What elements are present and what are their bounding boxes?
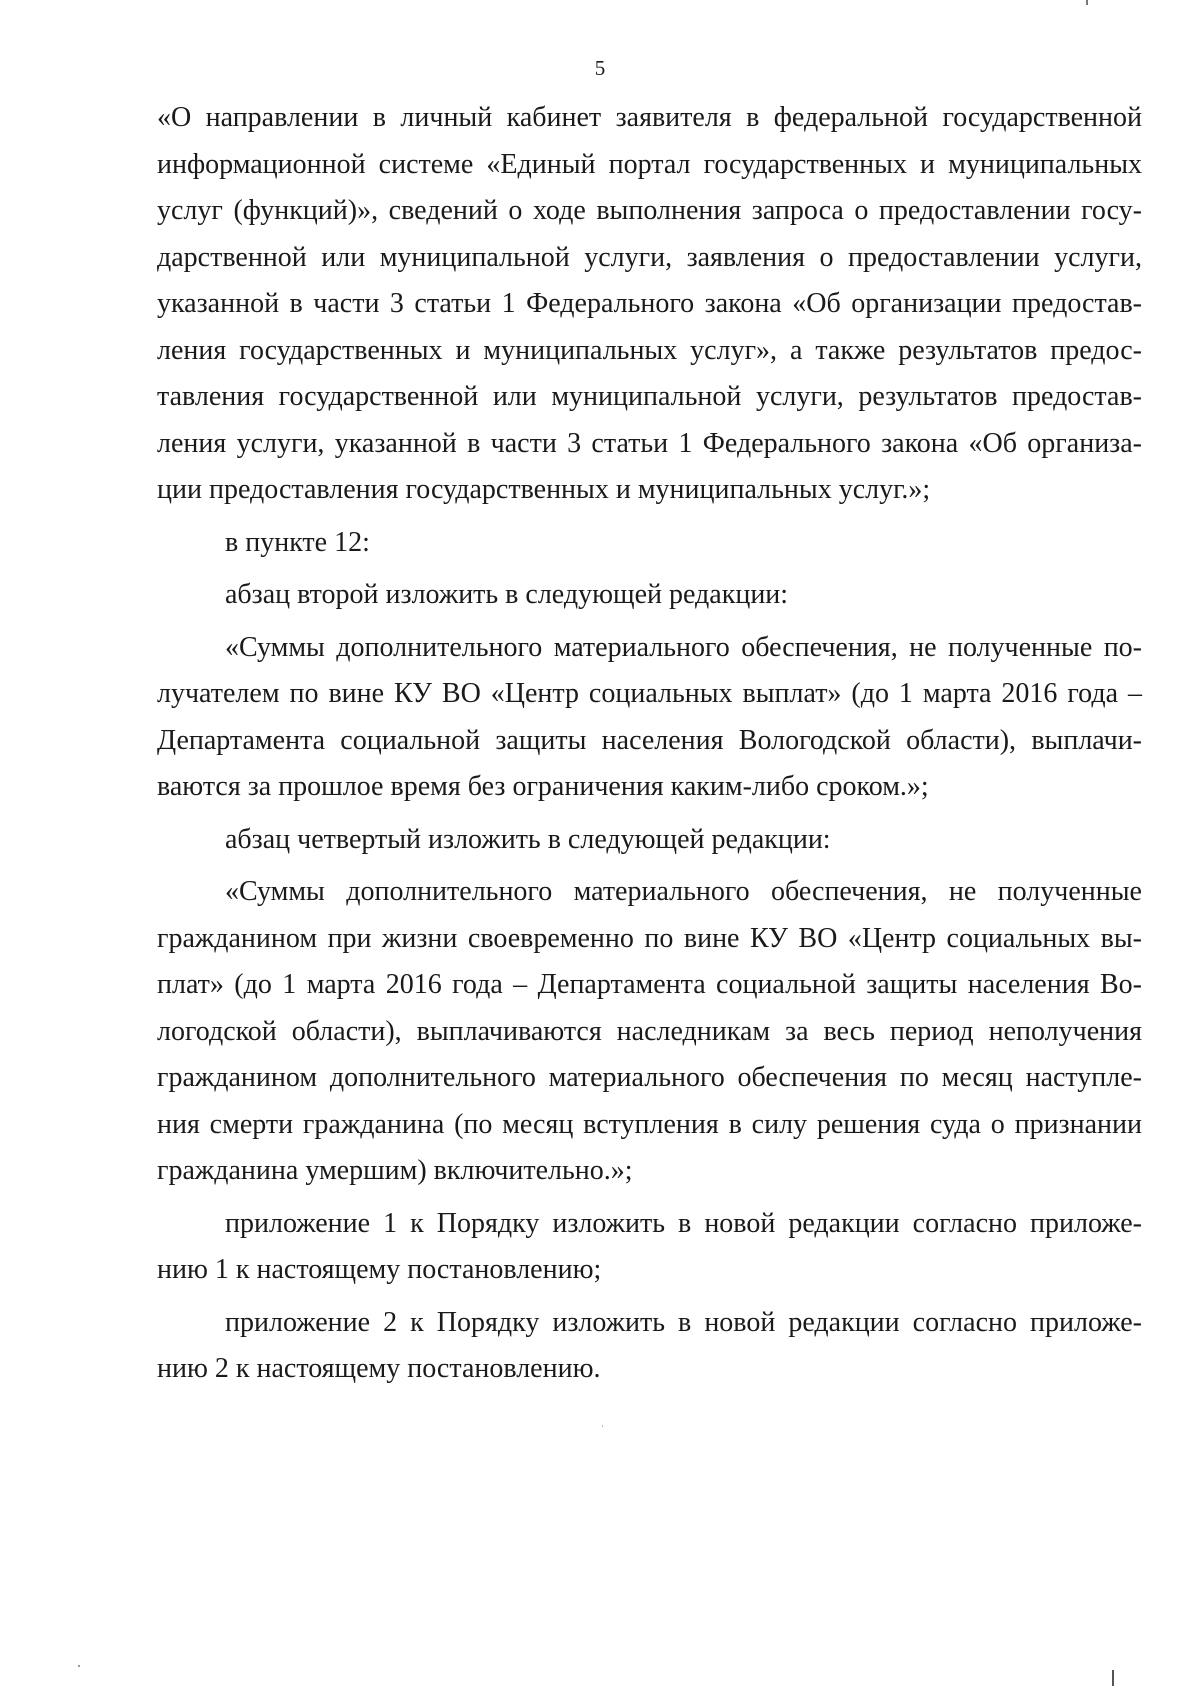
text-line: нию 2 к настоящему постановлению. [157,1353,601,1384]
text-line: приложение 1 к Порядку изложить в новой редакции согласно приложе- [225,1207,1142,1239]
text-line: абзац четвертый изложить в следующей редакции: [225,823,831,855]
scan-mark [1086,0,1088,5]
scan-speck [78,1665,80,1667]
text-line: плат» (до 1 марта 2016 года – Департамента социальной защиты населения Во- [157,969,1142,1000]
text-line: информационной системе «Единый портал государственных и муниципальных [157,148,1142,180]
text-line: «Суммы дополнительного материального обеспечения, не полученные [225,876,1142,907]
text-line: услуг (функций)», сведений о ходе выполнения запроса о предоставлении госу- [157,195,1142,226]
scan-speck [602,1425,603,1427]
scan-mark [1112,1670,1114,1686]
text-line: нию 1 к настоящему постановлению; [157,1254,602,1285]
text-line: гражданина умершим) включительно.»; [157,1155,633,1186]
text-line: тавления государственной или муниципальной услуги, результатов предостав- [157,381,1142,412]
text-line: ления услуги, указанной в части 3 статьи 1 Федерального закона «Об организа- [157,427,1142,459]
text-line: приложение 2 к Порядку изложить в новой редакции согласно приложе- [225,1306,1142,1338]
text-line: ления государственных и муниципальных услуг», а также результатов предос- [157,334,1142,366]
text-line: абзац второй изложить в следующей редакции: [225,579,789,610]
document-body [157,95,1142,1393]
text-line: «О направлении в личный кабинет заявителя в федеральной государственной [157,102,1142,133]
page-number: 5 [594,56,606,80]
text-line: «Суммы дополнительного материального обеспечения, не полученные по- [225,631,1142,663]
text-line: ваются за прошлое время без ограничения каким-либо сроком.»; [157,771,929,802]
text-line: указанной в части 3 статьи 1 Федерального закона «Об организации предостав- [157,288,1142,319]
text-line: дарственной или муниципальной услуги, заявления о предоставлении услуги, [157,241,1142,273]
text-line: лучателем по вине КУ ВО «Центр социальных выплат» (до 1 марта 2016 года – [157,678,1142,709]
text-line: ния смерти гражданина (по месяц вступления в силу решения суда о признании [157,1108,1142,1140]
text-line: гражданином дополнительного материального обеспечения по месяц наступле- [157,1062,1142,1093]
text-line: ции предоставления государственных и муниципальных услуг.»; [157,474,931,505]
text-line: в пункте 12: [225,526,370,558]
text-line: логодской области), выплачиваются наследникам за весь период неполучения [157,1015,1142,1047]
text-line: гражданином при жизни своевременно по вине КУ ВО «Центр социальных вы- [157,922,1142,954]
text-line: Департамента социальной защиты населения Вологодской области), выплачи- [157,724,1142,756]
